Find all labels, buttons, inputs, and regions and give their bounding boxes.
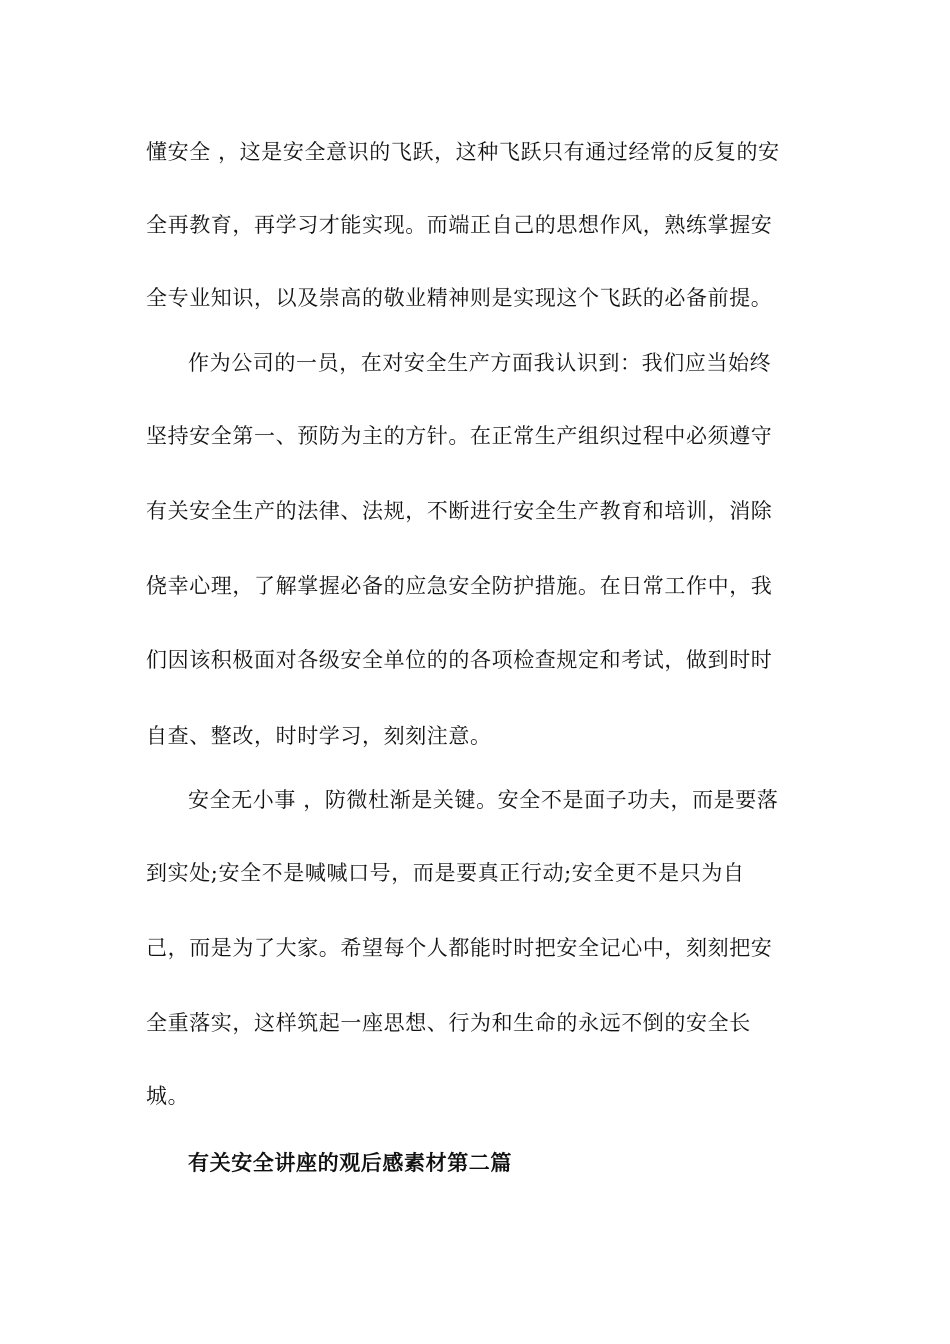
paragraph-2-line-4: 侥幸心理，了解掌握必备的应急安全防护措施。在日常工作中，我 [146,574,773,598]
paragraph-1-line-1: 懂安全 ，这是安全意识的飞跃，这种飞跃只有通过经常的反复的安 [146,140,780,164]
paragraph-1-line-3: 全专业知识，以及崇高的敬业精神则是实现这个飞跃的必备前提。 [146,286,773,310]
paragraph-3-line-5: 城。 [146,1084,190,1108]
section-heading: 有关安全讲座的观后感素材第二篇 [188,1150,512,1175]
paragraph-2-line-1: 作为公司的一员，在对安全生产方面我认识到：我们应当始终 [188,351,772,375]
paragraph-3-line-2: 到实处;安全不是喊喊口号，而是要真正行动;安全更不是只为自 [146,861,745,885]
paragraph-3-line-1: 安全无小事 ，防微杜渐是关键。安全不是面子功夫，而是要落 [188,788,779,812]
paragraph-2-line-2: 坚持安全第一、预防为主的方针。在正常生产组织过程中必须遵守 [146,424,773,448]
paragraph-2-line-5: 们因该积极面对各级安全单位的的各项检查规定和考试，做到时时 [146,648,773,672]
paragraph-2-line-6: 自查、整改，时时学习，刻刻注意。 [146,724,492,748]
paragraph-3-line-3: 己，而是为了大家。希望每个人都能时时把安全记心中，刻刻把安 [146,936,773,960]
paragraph-3-line-4: 全重落实，这样筑起一座思想、行为和生命的永远不倒的安全长 [146,1011,751,1035]
paragraph-2-line-3: 有关安全生产的法律、法规，不断进行安全生产教育和培训，消除 [146,499,773,523]
paragraph-1-line-2: 全再教育，再学习才能实现。而端正自己的思想作风，熟练掌握安 [146,213,773,237]
